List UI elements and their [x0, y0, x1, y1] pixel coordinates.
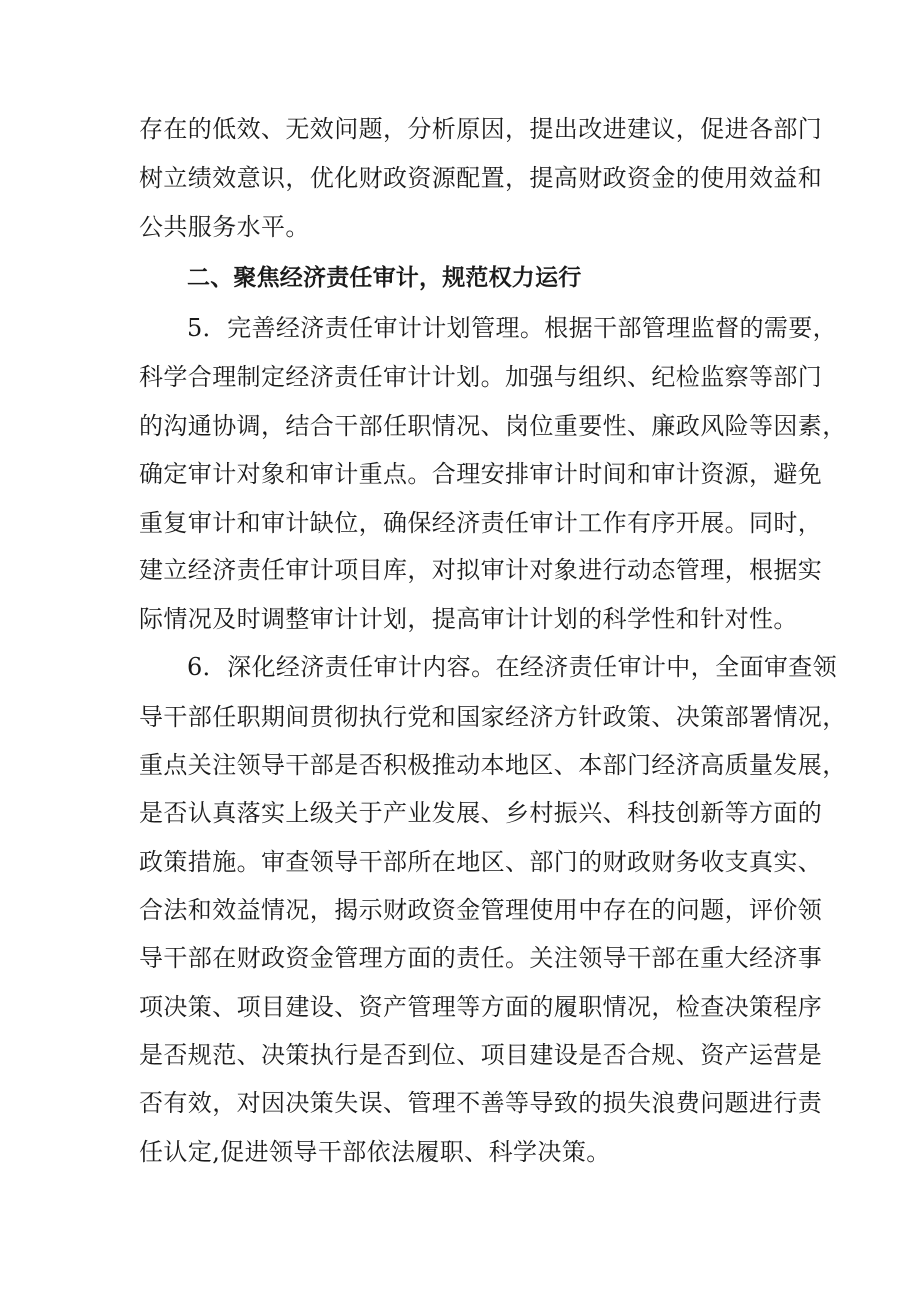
paragraph-line: 存在的低效、无效问题，分析原因，提出改进建议，促进各部门	[139, 115, 823, 143]
paragraph-line: 的沟通协调，结合干部任职情况、岗位重要性、廉政风险等因素，	[139, 412, 847, 440]
paragraph-line: 际情况及时调整审计计划，提高审计计划的科学性和针对性。	[139, 605, 798, 633]
paragraph-line: 树立绩效意识，优化财政资源配置，提高财政资金的使用效益和	[139, 164, 823, 192]
paragraph-line: 项决策、项目建设、资产管理等方面的履职情况，检查决策程序	[139, 993, 823, 1021]
paragraph-line: 公共服务水平。	[139, 213, 310, 241]
paragraph-line: 建立经济责任审计项目库，对拟审计对象进行动态管理，根据实	[139, 556, 823, 584]
paragraph-line: 是否认真落实上级关于产业发展、乡村振兴、科技创新等方面的	[139, 799, 823, 827]
paragraph-line: 5．完善经济责任审计计划管理。根据干部管理监督的需要，	[187, 314, 838, 342]
paragraph-line: 重点关注领导干部是否积极推动本地区、本部门经济高质量发展，	[139, 751, 847, 779]
paragraph-line: 政策措施。审查领导干部所在地区、部门的财政财务收支真实、	[139, 848, 823, 876]
paragraph-line: 是否规范、决策执行是否到位、项目建设是否合规、资产运营是	[139, 1041, 823, 1069]
paragraph-line: 合法和效益情况，揭示财政资金管理使用中存在的问题，评价领	[139, 896, 823, 924]
paragraph-line: 否有效，对因决策失误、管理不善等导致的损失浪费问题进行责	[139, 1089, 823, 1117]
paragraph-line: 科学合理制定经济责任审计计划。加强与组织、纪检监察等部门	[139, 363, 823, 391]
paragraph-line: 任认定,促进领导干部依法履职、科学决策。	[139, 1138, 611, 1166]
section-heading: 二、聚焦经济责任审计，规范权力运行	[187, 265, 582, 291]
paragraph-line: 确定审计对象和审计重点。合理安排审计时间和审计资源，避免	[139, 460, 823, 488]
paragraph-line: 导干部在财政资金管理方面的责任。关注领导干部在重大经济事	[139, 944, 823, 972]
paragraph-line: 6．深化经济责任审计内容。在经济责任审计中，全面审查领	[187, 653, 838, 681]
paragraph-line: 导干部任职期间贯彻执行党和国家经济方针政策、决策部署情况，	[139, 703, 847, 731]
paragraph-line: 重复审计和审计缺位，确保经济责任审计工作有序开展。同时，	[139, 509, 823, 537]
